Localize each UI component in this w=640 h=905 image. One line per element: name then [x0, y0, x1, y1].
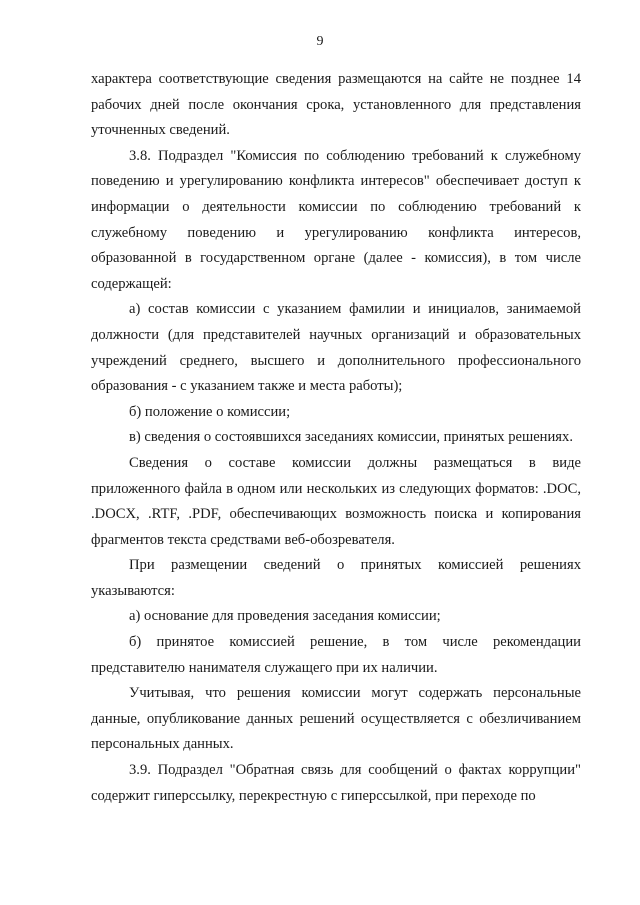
- paragraph-continuation: характера соответствующие сведения размещаются на сайте не позднее 14 рабочих дней после окончания срока, установленного для представления уточненных сведений.: [91, 71, 581, 139]
- list-item-a-composition: а) состав комиссии с указанием фамилии и инициалов, занимаемой должности (для представителей научных организаций и образовательных учреждений среднего, высшего и дополнительного профессионального образования - с указанием также и места работы);: [91, 301, 581, 395]
- page-number: 9: [316, 34, 324, 49]
- list-item-b-regulation: б) положение о комиссии;: [129, 403, 291, 420]
- paragraph-composition-formats: Сведения о составе комиссии должны размещаться в виде приложенного файла в одном или нескольких из следующих форматов: .DOC, .DOCX, .RTF, .PDF, обеспечивающих возможность поиска и копирования фрагментов текста средствами веб-обозревателя.: [91, 454, 581, 548]
- list-item-v-meetings: в) сведения о состоявшихся заседаниях комиссии, принятых решениях.: [129, 429, 573, 446]
- document-body: [91, 67, 581, 809]
- paragraph-3-8: 3.8. Подраздел "Комиссия по соблюдению требований к служебному поведению и урегулированию конфликта интересов" обеспечивает доступ к информации о деятельности комиссии по соблюдению требований к служебному поведению и урегулированию конфликта интересов, образованной в государственном органе (далее - комиссия), в том числе содержащей:: [91, 147, 581, 292]
- paragraph-decisions-intro: При размещении сведений о принятых комиссией решениях указываются:: [91, 557, 581, 599]
- list-item-b-decision: б) принятое комиссией решение, в том числе рекомендации представителю нанимателя служащего при их наличии.: [91, 634, 581, 676]
- paragraph-3-9: 3.9. Подраздел "Обратная связь для сообщений о фактах коррупции" содержит гиперссылку, перекрестную с гиперссылкой, при переходе по: [91, 762, 581, 804]
- list-item-a-grounds: а) основание для проведения заседания комиссии;: [129, 608, 441, 625]
- paragraph-personal-data: Учитывая, что решения комиссии могут содержать персональные данные, опубликование данных решений осуществляется с обезличиванием персональных данных.: [91, 685, 581, 753]
